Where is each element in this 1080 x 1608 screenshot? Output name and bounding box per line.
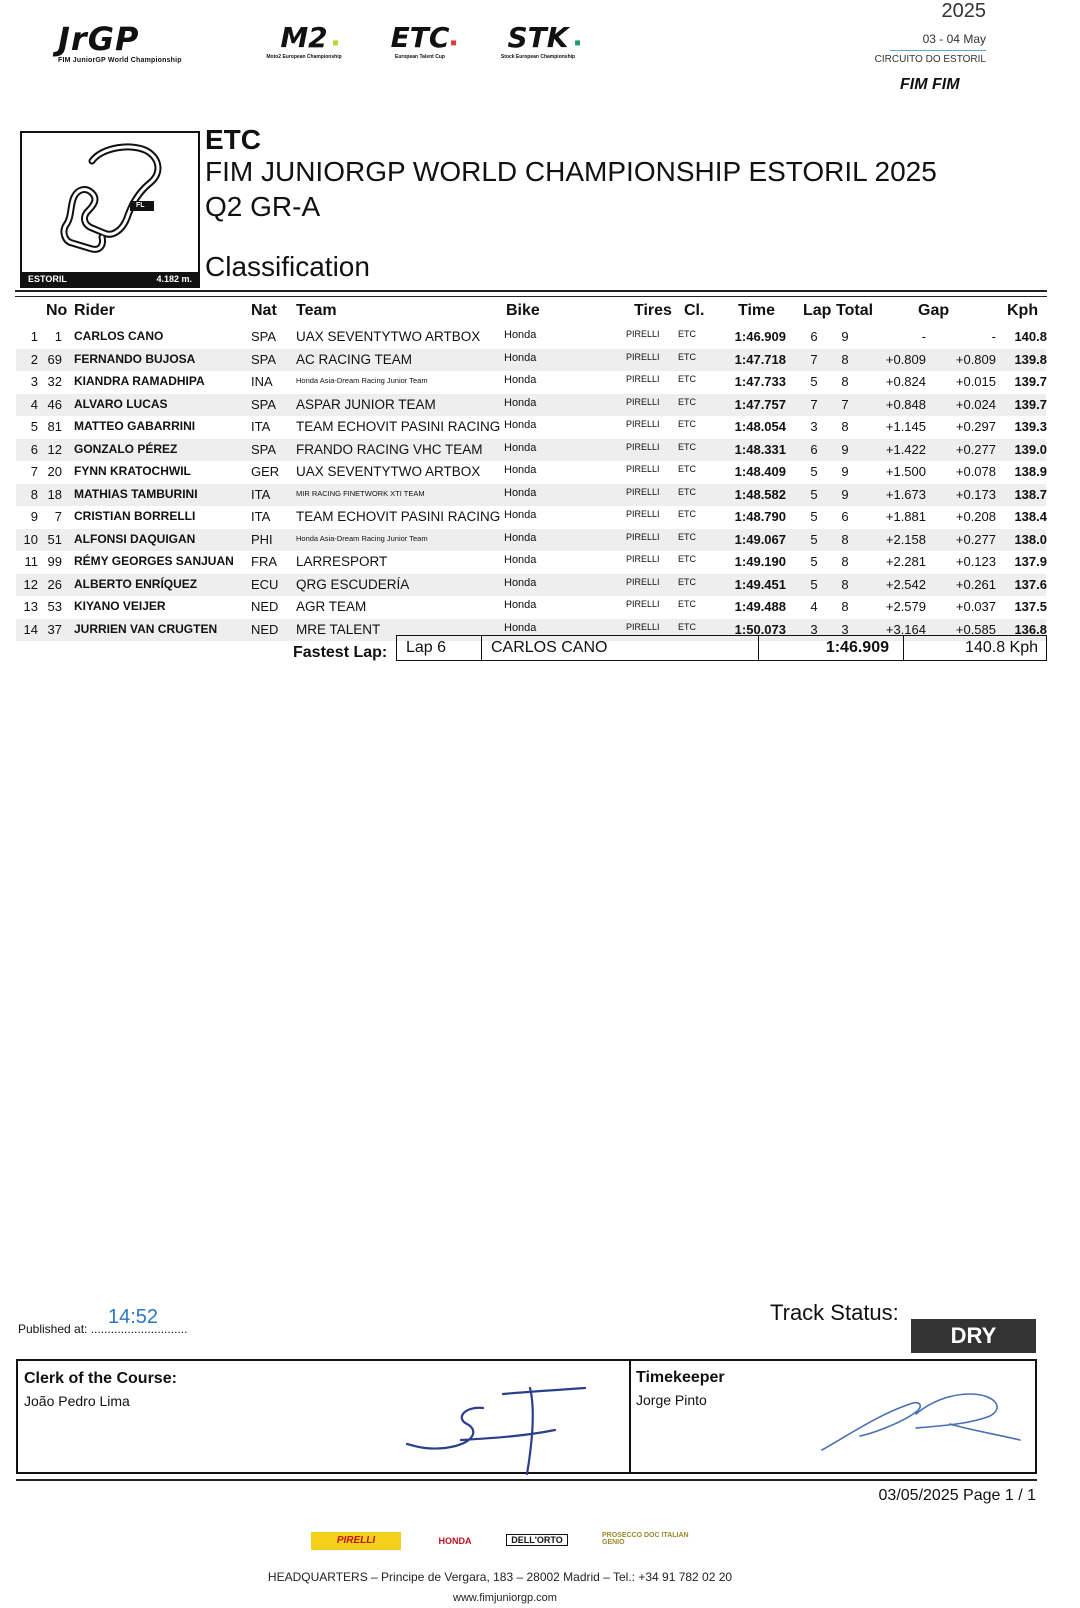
fastest-lap-rider: CARLOS CANO bbox=[491, 639, 608, 656]
cell-no: 99 bbox=[47, 554, 62, 569]
cell-rider: GONZALO PÉREZ bbox=[74, 441, 178, 456]
table-row bbox=[16, 574, 1046, 597]
cell-gap1: +1.145 bbox=[885, 419, 926, 434]
track-outline-icon bbox=[22, 133, 198, 272]
cell-nat: INA bbox=[251, 374, 273, 389]
cell-rider: JURRIEN VAN CRUGTEN bbox=[74, 621, 218, 636]
cell-rider: FERNANDO BUJOSA bbox=[74, 351, 196, 366]
table-row bbox=[16, 506, 1046, 529]
col-nat: Nat bbox=[251, 302, 277, 319]
cell-gap2: +0.173 bbox=[955, 486, 996, 502]
cell-tires: PIRELLI bbox=[626, 531, 660, 542]
cell-kph: 139.3 bbox=[1014, 419, 1047, 434]
cell-pos: 8 bbox=[30, 486, 38, 502]
cell-gap2: +0.123 bbox=[955, 554, 996, 569]
cell-bike: Honda bbox=[504, 374, 537, 386]
cell-tires: PIRELLI bbox=[626, 464, 660, 474]
jrgp-logo-sub: FIM JuniorGP World Championship bbox=[58, 57, 182, 64]
cell-gap2: +0.297 bbox=[955, 419, 996, 434]
cell-nat: ITA bbox=[251, 419, 271, 434]
cell-cl: ETC bbox=[678, 599, 696, 609]
cell-rider: KIYANO VEIJER bbox=[74, 599, 166, 613]
cell-time: 1:48.409 bbox=[734, 464, 786, 479]
cell-tires: PIRELLI bbox=[626, 576, 660, 587]
cell-bike: Honda bbox=[504, 599, 537, 611]
cell-gap2: +0.015 bbox=[955, 374, 996, 389]
cell-gap2: +0.277 bbox=[955, 531, 996, 547]
cell-bike: Honda bbox=[504, 509, 537, 521]
cell-team: AGR TEAM bbox=[296, 599, 367, 614]
cell-pos: 13 bbox=[23, 599, 38, 614]
cell-gap1: +1.500 bbox=[885, 464, 926, 479]
cell-gap1: +3.164 bbox=[885, 621, 926, 637]
cell-gap1: - bbox=[921, 329, 926, 344]
cell-tires: PIRELLI bbox=[626, 486, 660, 497]
cell-gap1: +0.824 bbox=[885, 374, 926, 389]
cell-no: 32 bbox=[47, 374, 62, 389]
cell-lap: 5 bbox=[810, 531, 818, 547]
timekeeper-name: Jorge Pinto bbox=[636, 1392, 707, 1408]
cell-kph: 138.4 bbox=[1014, 509, 1047, 524]
table-row bbox=[16, 529, 1046, 552]
title-rule-thin bbox=[15, 296, 1047, 297]
m2-logo-sub: Moto2 European Championship bbox=[266, 54, 342, 60]
cell-total: 9 bbox=[841, 486, 849, 502]
cell-rider: FYNN KRATOCHWIL bbox=[74, 464, 191, 478]
cell-time: 1:47.733 bbox=[734, 374, 786, 389]
cell-bike: Honda bbox=[504, 486, 537, 499]
cell-gap1: +2.158 bbox=[885, 531, 926, 547]
cell-team: Honda Asia-Dream Racing Junior Team bbox=[296, 376, 428, 385]
cell-rider: ALBERTO ENRÍQUEZ bbox=[74, 576, 198, 591]
stk-logo-sub: Stock European Championship bbox=[500, 54, 576, 60]
cell-no: 1 bbox=[54, 329, 62, 344]
cell-total: 9 bbox=[841, 441, 849, 457]
cell-team: MRE TALENT bbox=[296, 621, 381, 637]
signature-divider bbox=[629, 1359, 631, 1474]
cell-rider: CARLOS CANO bbox=[74, 329, 164, 343]
stk-accent-icon: ▪ bbox=[574, 32, 582, 54]
cell-team: TEAM ECHOVIT PASINI RACING bbox=[296, 509, 501, 524]
cell-rider: ALFONSI DAQUIGAN bbox=[74, 531, 196, 546]
title-rule bbox=[15, 290, 1047, 292]
dellorto-logo: DELL'ORTO bbox=[506, 1534, 568, 1546]
cell-team: TEAM ECHOVIT PASINI RACING bbox=[296, 419, 501, 434]
cell-kph: 138.0 bbox=[1014, 531, 1047, 547]
date-page: 03/05/2025 Page 1 / 1 bbox=[878, 1487, 1036, 1504]
cell-gap1: +2.542 bbox=[885, 576, 926, 592]
cell-team: QRG ESCUDERÍA bbox=[296, 576, 410, 592]
cell-total: 9 bbox=[841, 464, 849, 479]
cell-team: ASPAR JUNIOR TEAM bbox=[296, 396, 436, 412]
cell-gap2: +0.585 bbox=[955, 621, 996, 637]
event-divider bbox=[890, 50, 986, 51]
cell-bike: Honda bbox=[504, 419, 537, 431]
cell-no: 20 bbox=[47, 464, 62, 479]
cell-time: 1:49.067 bbox=[734, 531, 786, 547]
cell-kph: 138.9 bbox=[1014, 464, 1047, 479]
cell-bike: Honda bbox=[504, 329, 537, 341]
cell-lap: 5 bbox=[810, 464, 818, 479]
cell-gap2: +0.208 bbox=[955, 509, 996, 524]
cell-total: 8 bbox=[841, 576, 849, 592]
cell-gap2: +0.037 bbox=[955, 599, 996, 614]
cell-bike: Honda bbox=[504, 531, 537, 544]
cell-time: 1:49.488 bbox=[734, 599, 786, 614]
cell-cl: ETC bbox=[678, 531, 696, 542]
cell-time: 1:47.718 bbox=[734, 351, 786, 367]
cell-time: 1:48.790 bbox=[734, 509, 786, 524]
col-gap: Gap bbox=[918, 302, 950, 319]
cell-tires: PIRELLI bbox=[626, 329, 660, 339]
track-status-label: Track Status: bbox=[770, 1300, 899, 1325]
cell-lap: 5 bbox=[810, 486, 818, 502]
etc-accent-icon: ▪ bbox=[450, 32, 458, 54]
cell-pos: 7 bbox=[30, 464, 38, 479]
col-total: Total bbox=[836, 302, 874, 319]
cell-kph: 140.8 bbox=[1014, 329, 1047, 344]
cell-total: 9 bbox=[841, 329, 849, 344]
cell-pos: 1 bbox=[30, 329, 38, 344]
cell-time: 1:47.757 bbox=[734, 396, 786, 412]
cell-lap: 7 bbox=[810, 351, 818, 367]
cell-no: 12 bbox=[47, 441, 62, 457]
cell-bike: Honda bbox=[504, 554, 537, 566]
cell-pos: 12 bbox=[23, 576, 38, 592]
cell-nat: GER bbox=[251, 464, 280, 479]
cell-pos: 4 bbox=[30, 396, 38, 412]
cell-bike: Honda bbox=[504, 351, 537, 364]
table-row bbox=[16, 551, 1046, 574]
cell-time: 1:46.909 bbox=[734, 329, 786, 344]
cell-total: 8 bbox=[841, 599, 849, 614]
table-row bbox=[16, 484, 1046, 507]
cell-lap: 3 bbox=[810, 621, 818, 637]
cell-no: 7 bbox=[54, 509, 62, 524]
clerk-name: João Pedro Lima bbox=[24, 1393, 130, 1409]
fastest-lap-rider-cell bbox=[481, 635, 759, 661]
cell-no: 18 bbox=[47, 486, 62, 502]
etc-logo-sub: European Talent Cup bbox=[395, 54, 445, 60]
cell-no: 69 bbox=[47, 351, 62, 367]
timekeeper-signature-icon bbox=[820, 1384, 1030, 1454]
cell-gap2: - bbox=[991, 329, 996, 344]
cell-kph: 139.0 bbox=[1014, 441, 1047, 457]
cell-kph: 139.8 bbox=[1014, 351, 1047, 367]
cell-no: 37 bbox=[47, 621, 62, 637]
cell-no: 53 bbox=[47, 599, 62, 614]
event-dates: 03 - 04 May bbox=[922, 32, 986, 46]
championship-title: FIM JUNIORGP WORLD CHAMPIONSHIP ESTORIL 2025 bbox=[205, 156, 937, 187]
cell-pos: 2 bbox=[30, 351, 38, 367]
cell-nat: NED bbox=[251, 621, 279, 637]
document-title: Classification bbox=[205, 251, 370, 282]
cell-cl: ETC bbox=[678, 621, 696, 632]
cell-total: 6 bbox=[841, 509, 849, 524]
m2-logo-mark: M2 bbox=[280, 21, 328, 54]
cell-cl: ETC bbox=[678, 576, 696, 587]
cell-team: Honda Asia-Dream Racing Junior Team bbox=[296, 533, 428, 543]
cell-no: 26 bbox=[47, 576, 62, 592]
cell-nat: ITA bbox=[251, 486, 271, 502]
clerk-signature-icon bbox=[405, 1378, 615, 1478]
cell-tires: PIRELLI bbox=[626, 351, 660, 362]
cell-bike: Honda bbox=[504, 576, 537, 589]
fastest-lap-label: Fastest Lap: bbox=[293, 644, 388, 661]
event-venue: CIRCUITO DO ESTORIL bbox=[874, 54, 986, 65]
fim-logos: FIM FIM bbox=[900, 76, 960, 93]
cell-total: 7 bbox=[841, 396, 849, 412]
cell-rider: MATTEO GABARRINI bbox=[74, 419, 196, 433]
cell-cl: ETC bbox=[678, 374, 696, 384]
cell-tires: PIRELLI bbox=[626, 509, 660, 519]
col-bike: Bike bbox=[506, 302, 540, 319]
pirelli-logo: PIRELLI bbox=[311, 1532, 401, 1550]
cell-lap: 6 bbox=[810, 441, 818, 457]
table-row bbox=[16, 596, 1046, 619]
cell-lap: 5 bbox=[810, 554, 818, 569]
timekeeper-label: Timekeeper bbox=[636, 1369, 725, 1386]
table-row bbox=[16, 371, 1046, 394]
cell-total: 8 bbox=[841, 531, 849, 547]
table-row bbox=[16, 461, 1046, 484]
col-cl: Cl. bbox=[684, 302, 705, 319]
cell-no: 81 bbox=[47, 419, 62, 434]
cell-nat: FRA bbox=[251, 554, 277, 569]
cell-kph: 137.9 bbox=[1014, 554, 1047, 569]
cell-total: 8 bbox=[841, 374, 849, 389]
cell-pos: 10 bbox=[23, 531, 38, 547]
cell-pos: 5 bbox=[30, 419, 38, 434]
prosecco-logo: PROSECCO DOC ITALIAN GENIO bbox=[602, 1532, 689, 1546]
cell-lap: 5 bbox=[810, 374, 818, 389]
cell-team: AC RACING TEAM bbox=[296, 351, 413, 367]
cell-no: 51 bbox=[47, 531, 62, 547]
footer-rule bbox=[16, 1479, 1037, 1481]
table-row bbox=[16, 326, 1046, 349]
col-tires: Tires bbox=[634, 302, 672, 319]
cell-lap: 5 bbox=[810, 576, 818, 592]
cell-no: 46 bbox=[47, 396, 62, 412]
m2-accent-icon: ▪ bbox=[332, 32, 340, 54]
etc-logo-mark: ETC bbox=[390, 21, 450, 54]
cell-lap: 7 bbox=[810, 396, 818, 412]
published-time: 14:52 bbox=[108, 1306, 159, 1328]
cell-total: 3 bbox=[841, 621, 849, 637]
classification-table bbox=[16, 326, 1046, 641]
fastest-lap-time-cell bbox=[758, 635, 904, 661]
headquarters-address: HEADQUARTERS – Principe de Vergara, 183 – 28002 Madrid – Tel.: +34 91 782 02 20 bbox=[267, 1570, 733, 1584]
cell-kph: 137.6 bbox=[1014, 576, 1047, 592]
cell-total: 8 bbox=[841, 419, 849, 434]
cell-lap: 5 bbox=[810, 509, 818, 524]
cell-time: 1:48.054 bbox=[734, 419, 786, 434]
stk-logo-mark: STK bbox=[507, 21, 569, 54]
cell-time: 1:50.073 bbox=[734, 621, 786, 637]
cell-cl: ETC bbox=[678, 351, 696, 362]
col-no: No bbox=[46, 302, 68, 319]
cell-pos: 14 bbox=[23, 621, 38, 637]
cell-gap2: +0.277 bbox=[955, 441, 996, 457]
honda-logo: HONDA bbox=[438, 1536, 472, 1546]
cell-time: 1:49.190 bbox=[734, 554, 786, 569]
cell-kph: 137.5 bbox=[1014, 599, 1047, 614]
jrgp-logo-mark: JrGP bbox=[58, 20, 140, 58]
cell-pos: 6 bbox=[30, 441, 38, 457]
cell-gap1: +1.673 bbox=[885, 486, 926, 502]
cell-lap: 6 bbox=[810, 329, 818, 344]
cell-bike: Honda bbox=[504, 441, 537, 454]
col-kph: Kph bbox=[1007, 302, 1039, 319]
table-row bbox=[16, 416, 1046, 439]
cell-gap2: +0.261 bbox=[955, 576, 996, 592]
cell-tires: PIRELLI bbox=[626, 621, 660, 632]
table-row bbox=[16, 439, 1046, 462]
col-lap: Lap bbox=[803, 302, 832, 319]
cell-kph: 139.7 bbox=[1014, 374, 1047, 389]
cell-nat: SPA bbox=[251, 396, 277, 412]
etc-logo bbox=[376, 22, 464, 60]
cell-nat: ECU bbox=[251, 576, 279, 592]
cell-tires: PIRELLI bbox=[626, 396, 660, 407]
fastest-lap-speed: 140.8 Kph bbox=[965, 639, 1038, 656]
cell-pos: 3 bbox=[30, 374, 38, 389]
fastest-lap-speed-cell bbox=[903, 635, 1047, 661]
col-rider: Rider bbox=[74, 302, 115, 319]
cell-tires: PIRELLI bbox=[626, 599, 660, 609]
clerk-label: Clerk of the Course: bbox=[24, 1370, 177, 1387]
event-year: 2025 bbox=[941, 0, 986, 22]
cell-total: 8 bbox=[841, 351, 849, 367]
cell-bike: Honda bbox=[504, 464, 537, 476]
cell-team: MIR RACING FINETWORK XTI TEAM bbox=[296, 488, 425, 498]
cell-time: 1:48.331 bbox=[734, 441, 786, 457]
cell-rider: KIANDRA RAMADHIPA bbox=[74, 374, 205, 388]
m2-logo bbox=[262, 22, 346, 60]
published-label: Published at: ............................. bbox=[18, 1322, 188, 1336]
cell-kph: 138.7 bbox=[1014, 486, 1047, 502]
session-title: Q2 GR-A bbox=[205, 191, 321, 222]
cell-nat: NED bbox=[251, 599, 279, 614]
fastest-lap-lap-cell bbox=[396, 635, 482, 661]
track-map bbox=[20, 131, 200, 288]
cell-kph: 139.7 bbox=[1014, 396, 1047, 412]
cell-cl: ETC bbox=[678, 329, 696, 339]
finish-line-marker: FL bbox=[136, 202, 145, 209]
cell-gap1: +0.809 bbox=[885, 351, 926, 367]
cell-cl: ETC bbox=[678, 554, 696, 564]
cell-bike: Honda bbox=[504, 396, 537, 409]
track-length: 4.182 m. bbox=[156, 274, 192, 284]
category-title: ETC bbox=[205, 124, 261, 155]
cell-gap1: +2.281 bbox=[885, 554, 926, 569]
cell-cl: ETC bbox=[678, 486, 696, 497]
fastest-lap-time: 1:46.909 bbox=[825, 639, 889, 656]
cell-team: FRANDO RACING VHC TEAM bbox=[296, 441, 483, 457]
track-map-footer bbox=[22, 272, 198, 286]
cell-rider: CRISTIAN BORRELLI bbox=[74, 509, 196, 523]
cell-gap2: +0.024 bbox=[955, 396, 996, 412]
cell-cl: ETC bbox=[678, 396, 696, 407]
cell-lap: 4 bbox=[810, 599, 818, 614]
cell-team: UAX SEVENTYTWO ARTBOX bbox=[296, 329, 481, 344]
cell-lap: 3 bbox=[810, 419, 818, 434]
cell-team: UAX SEVENTYTWO ARTBOX bbox=[296, 464, 481, 479]
track-name: ESTORIL bbox=[28, 274, 67, 284]
cell-total: 8 bbox=[841, 554, 849, 569]
cell-cl: ETC bbox=[678, 464, 696, 474]
cell-gap1: +2.579 bbox=[885, 599, 926, 614]
cell-time: 1:48.582 bbox=[734, 486, 786, 502]
cell-bike: Honda bbox=[504, 621, 537, 634]
col-time: Time bbox=[738, 302, 776, 319]
cell-rider: MATHIAS TAMBURINI bbox=[74, 486, 198, 501]
cell-rider: ALVARO LUCAS bbox=[74, 396, 168, 411]
cell-tires: PIRELLI bbox=[626, 441, 660, 452]
stk-logo bbox=[490, 22, 586, 60]
cell-rider: RÉMY GEORGES SANJUAN bbox=[74, 554, 234, 568]
cell-cl: ETC bbox=[678, 419, 696, 429]
cell-pos: 11 bbox=[24, 554, 38, 569]
table-row bbox=[16, 349, 1046, 372]
cell-time: 1:49.451 bbox=[734, 576, 786, 592]
cell-tires: PIRELLI bbox=[626, 554, 660, 564]
cell-gap1: +0.848 bbox=[885, 396, 926, 412]
jrgp-logo bbox=[58, 22, 206, 64]
cell-cl: ETC bbox=[678, 509, 696, 519]
track-status-badge: DRY bbox=[911, 1319, 1036, 1353]
cell-team: LARRESPORT bbox=[296, 554, 388, 569]
col-team: Team bbox=[296, 302, 337, 319]
cell-gap2: +0.078 bbox=[955, 464, 996, 479]
fastest-lap-lap: Lap 6 bbox=[406, 639, 447, 656]
cell-pos: 9 bbox=[30, 509, 38, 524]
cell-tires: PIRELLI bbox=[626, 419, 660, 429]
cell-nat: PHI bbox=[251, 531, 273, 547]
cell-nat: ITA bbox=[251, 509, 271, 524]
table-row bbox=[16, 394, 1046, 417]
cell-nat: SPA bbox=[251, 441, 277, 457]
cell-kph: 136.8 bbox=[1014, 621, 1047, 637]
cell-tires: PIRELLI bbox=[626, 374, 660, 384]
website-url: www.fimjuniorgp.com bbox=[453, 1592, 557, 1604]
cell-cl: ETC bbox=[678, 441, 696, 452]
cell-gap1: +1.881 bbox=[885, 509, 926, 524]
cell-gap1: +1.422 bbox=[885, 441, 926, 457]
cell-nat: SPA bbox=[251, 351, 277, 367]
cell-gap2: +0.809 bbox=[955, 351, 996, 367]
cell-nat: SPA bbox=[251, 329, 277, 344]
